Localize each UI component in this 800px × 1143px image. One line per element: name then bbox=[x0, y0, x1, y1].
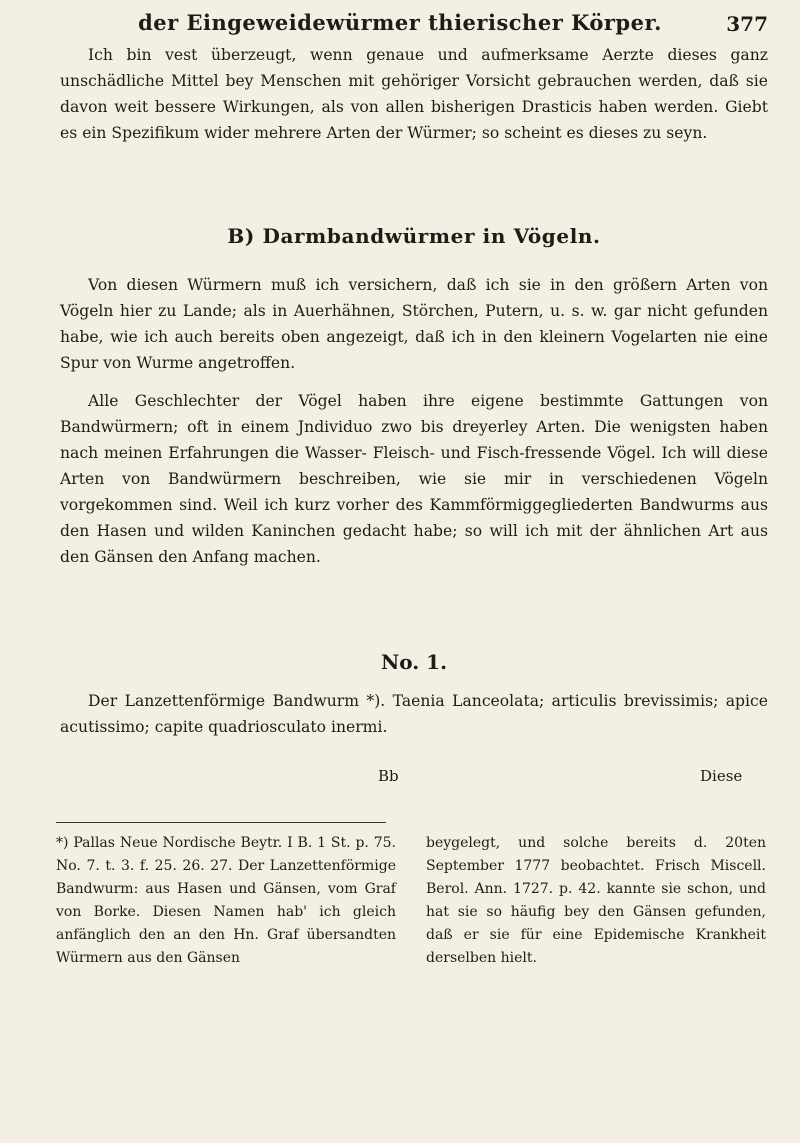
paragraph-3: Alle Geschlechter der Vögel haben ihre eigene bestimmte Gattungen von Bandwürmern; oft in einem Jndividuo zwo bis dreyerley Arten. Die wenigsten haben nach meinen Erfahrungen die Wasser- Fleisch- und Fisch-fressende Vögel. Ich will diese Arten von Bandwürmern beschreiben, wie sie mir in verschiedenen Vögeln vorgekommen sind. Weil ich kurz vorher des Kammförmiggegliederten Bandwurms aus den Hasen und wilden Kaninchen gedacht habe; so will ich mit der ähnlichen Art aus den Gänsen den Anfang machen. bbox=[60, 392, 768, 566]
page-number: 377 bbox=[726, 12, 768, 36]
paragraph-2: Von diesen Würmern muß ich versichern, daß ich sie in den größern Arten von Vögeln hier zu Lande; als in Auerhähnen, Störchen, Putern, u. s. w. gar nicht gefunden habe, wie ich auch bereits oben angezeigt, daß ich in den kleinern Vogelarten nie eine Spur von Wurme angetroffen. bbox=[60, 276, 768, 372]
footnote-left: *) Pallas Neue Nordische Beytr. I B. 1 St. p. 75. No. 7. t. 3. f. 25. 26. 27. Der Lanzettenförmige Bandwurm: aus Hasen und Gänsen, vom Graf von Borke. Diesen Namen hab' ich gleich anfänglich den an den Hn. Graf übersandten Würmern aus den Gänsen bbox=[56, 835, 396, 966]
running-head: der Eingeweidewürmer thierischer Körper. bbox=[138, 10, 662, 35]
number-heading: No. 1. bbox=[380, 650, 448, 674]
paragraph-1: Ich bin vest überzeugt, wenn genaue und aufmerksame Aerzte dieses ganz unschädliche Mittel bey Menschen mit gehöriger Vorsicht gebrauchen werden, daß sie davon weit bessere Wirkungen, als von allen bisherigen Drasticis haben werden. Giebt es ein Spezifikum wider mehrere Arten der Würmer; so scheint es dieses zu seyn. bbox=[60, 46, 768, 142]
species-paragraph: Der Lanzettenförmige Bandwurm *). Taenia Lanceolata; articulis brevissimis; apice acutissimo; capite quadriosculato inermi. bbox=[60, 692, 768, 736]
footnote-right: beygelegt, und solche bereits d. 20ten September 1777 beobachtet. Frisch Miscell. Berol. Ann. 1727. p. 42. kannte sie schon, und hat sie so häufig bey den Gänsen gefunden, daß er sie für eine Epidemische Krankheit derselben hielt. bbox=[426, 835, 766, 966]
section-heading: B) Darmbandwürmer in Vögeln. bbox=[227, 224, 601, 248]
footnote-rule bbox=[56, 822, 386, 823]
signature-mark: Bb bbox=[378, 767, 399, 785]
catchword: Diese bbox=[700, 767, 743, 785]
